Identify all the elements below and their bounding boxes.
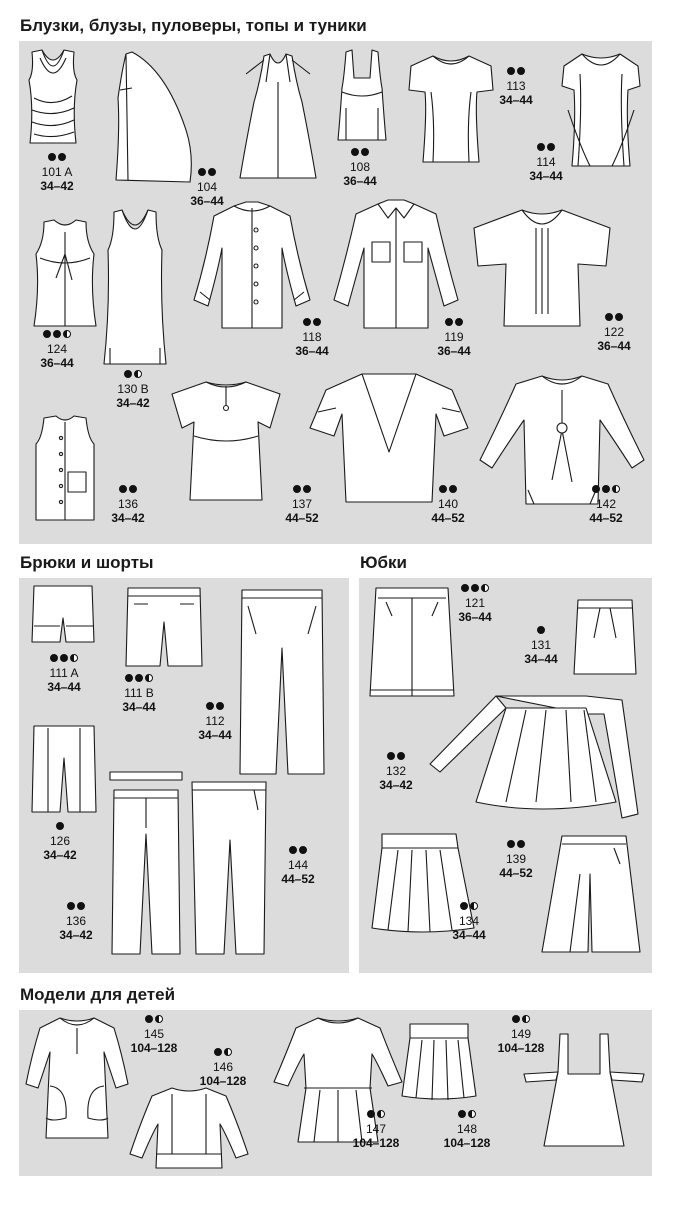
sketch-131: [570, 598, 640, 678]
difficulty-dot: [50, 654, 58, 662]
label-146: [191, 1048, 255, 1088]
size-range: 34–42: [111, 511, 145, 525]
difficulty-dots: [44, 902, 108, 913]
difficulty-dot: [119, 485, 127, 493]
model-number: 136: [65, 914, 87, 928]
difficulty-half-dot: [377, 1110, 385, 1118]
sketch-126: [28, 724, 100, 818]
difficulty-dots: [175, 168, 239, 179]
difficulty-half-dot: [145, 674, 153, 682]
difficulty-dot: [58, 153, 66, 161]
label-144: [266, 846, 330, 886]
label-149: [489, 1015, 553, 1055]
model-number: 118: [302, 330, 322, 344]
size-range: 44–52: [285, 511, 319, 525]
difficulty-dots: [191, 1048, 255, 1059]
model-number: 122: [603, 325, 625, 339]
difficulty-dots: [364, 752, 428, 763]
size-range: 44–52: [281, 872, 315, 886]
label-112: [183, 702, 247, 742]
model-number: 112: [205, 714, 225, 728]
size-range: 44–52: [499, 866, 533, 880]
size-range: 36–44: [190, 194, 224, 208]
difficulty-dots: [328, 148, 392, 159]
size-range: 36–44: [295, 344, 329, 358]
difficulty-half-dot: [224, 1048, 232, 1056]
label-122: [582, 313, 646, 353]
section-title-trousers: Брюки и шорты: [20, 553, 154, 572]
difficulty-dots: [582, 313, 646, 324]
size-range: 34–42: [116, 396, 150, 410]
model-number: 126: [49, 834, 71, 848]
sketch-112: [236, 588, 328, 780]
difficulty-dot: [387, 752, 395, 760]
size-range: 34–42: [59, 928, 93, 942]
difficulty-dot: [512, 1015, 520, 1023]
difficulty-dot: [303, 318, 311, 326]
size-range: 34–42: [379, 778, 413, 792]
difficulty-dot: [507, 840, 515, 848]
difficulty-half-dot: [70, 654, 78, 662]
label-132: [364, 752, 428, 792]
difficulty-dot: [449, 485, 457, 493]
difficulty-dot: [471, 584, 479, 592]
difficulty-dots: [489, 1015, 553, 1026]
difficulty-dots: [484, 67, 548, 78]
difficulty-dots: [416, 485, 480, 496]
difficulty-dot: [537, 143, 545, 151]
model-number: 101 A: [41, 165, 73, 179]
difficulty-dot: [361, 148, 369, 156]
label-145: [122, 1015, 186, 1055]
sketch-108: [236, 52, 320, 182]
difficulty-dots: [107, 674, 171, 685]
difficulty-dots: [96, 485, 160, 496]
size-range: 34–44: [122, 700, 156, 714]
model-number: 114: [536, 155, 556, 169]
difficulty-dot: [293, 485, 301, 493]
difficulty-dot: [605, 313, 613, 321]
model-number: 108: [349, 160, 371, 174]
label-113: [484, 67, 548, 107]
difficulty-dot: [77, 902, 85, 910]
difficulty-dot: [216, 702, 224, 710]
model-number: 111 B: [124, 686, 154, 700]
model-number: 132: [385, 764, 407, 778]
sketch-144: [188, 780, 270, 960]
label-126: [28, 822, 92, 862]
model-number: 142: [595, 497, 617, 511]
label-101a: [25, 153, 89, 193]
difficulty-half-dot: [612, 485, 620, 493]
size-range: 104–128: [443, 1136, 491, 1150]
sketch-119: [330, 198, 462, 334]
difficulty-dot: [367, 1110, 375, 1118]
size-range: 36–44: [437, 344, 471, 358]
difficulty-dot: [602, 485, 610, 493]
sketch-118: [190, 200, 314, 334]
difficulty-dot: [145, 1015, 153, 1023]
label-121: [443, 584, 507, 624]
difficulty-dot: [592, 485, 600, 493]
difficulty-dot: [53, 330, 61, 338]
difficulty-dot: [48, 153, 56, 161]
size-range: 44–52: [589, 511, 623, 525]
size-range: 34–44: [499, 93, 533, 107]
section-title-skirts: Юбки: [360, 553, 407, 572]
difficulty-dots: [574, 485, 638, 496]
difficulty-dot: [615, 313, 623, 321]
difficulty-dots: [122, 1015, 186, 1026]
size-range: 36–44: [40, 356, 74, 370]
difficulty-half-dot: [522, 1015, 530, 1023]
difficulty-dot: [289, 846, 297, 854]
difficulty-dot: [445, 318, 453, 326]
difficulty-dot: [537, 626, 545, 634]
label-131: [509, 626, 573, 666]
model-number: 113: [506, 79, 526, 93]
sketch-111a: [28, 584, 98, 648]
difficulty-dots: [28, 822, 92, 833]
difficulty-dot: [206, 702, 214, 710]
difficulty-dot: [439, 485, 447, 493]
model-number: 134: [458, 914, 480, 928]
label-108: [328, 148, 392, 188]
sketch-136b: [106, 768, 186, 960]
size-range: 104–128: [352, 1136, 400, 1150]
difficulty-dot: [397, 752, 405, 760]
difficulty-dot: [517, 67, 525, 75]
sketch-111b: [124, 586, 204, 672]
difficulty-dot: [461, 584, 469, 592]
sketch-145: [22, 1014, 132, 1144]
model-number: 104: [196, 180, 218, 194]
label-147: [344, 1110, 408, 1150]
difficulty-dot: [67, 902, 75, 910]
difficulty-dots: [25, 330, 89, 341]
label-111b: [107, 674, 171, 714]
difficulty-half-dot: [134, 370, 142, 378]
difficulty-dot: [135, 674, 143, 682]
label-148: [435, 1110, 499, 1150]
difficulty-half-dot: [468, 1110, 476, 1118]
difficulty-half-dot: [155, 1015, 163, 1023]
size-range: 34–42: [40, 179, 74, 193]
difficulty-dot: [56, 822, 64, 830]
sketch-136a: [30, 414, 100, 526]
label-114: [514, 143, 578, 183]
sketch-148: [400, 1020, 478, 1102]
label-136a: [96, 485, 160, 525]
size-range: 44–52: [431, 511, 465, 525]
model-number: 139: [505, 852, 527, 866]
size-range: 104–128: [130, 1041, 178, 1055]
label-111a: [32, 654, 96, 694]
difficulty-dot: [458, 1110, 466, 1118]
sketch-132: [426, 694, 650, 824]
difficulty-dot: [313, 318, 321, 326]
difficulty-dot: [198, 168, 206, 176]
model-number: 124: [46, 342, 68, 356]
label-134: [437, 902, 501, 942]
sketch-137: [166, 376, 286, 506]
difficulty-dots: [101, 370, 165, 381]
difficulty-dot: [125, 674, 133, 682]
model-number: 145: [143, 1027, 165, 1041]
difficulty-dot: [547, 143, 555, 151]
size-range: 34–44: [524, 652, 558, 666]
size-range: 34–44: [452, 928, 486, 942]
difficulty-dots: [183, 702, 247, 713]
difficulty-dot: [507, 67, 515, 75]
size-range: 36–44: [597, 339, 631, 353]
sketch-101a: [22, 48, 84, 148]
difficulty-dots: [344, 1110, 408, 1121]
size-range: 104–128: [199, 1074, 247, 1088]
label-142: [574, 485, 638, 525]
difficulty-dot: [60, 654, 68, 662]
difficulty-dot: [124, 370, 132, 378]
model-number: 131: [530, 638, 552, 652]
model-number: 121: [464, 596, 486, 610]
sketch-108b: [336, 48, 388, 144]
sketch-139: [540, 834, 644, 958]
difficulty-dot: [208, 168, 216, 176]
difficulty-dot: [129, 485, 137, 493]
size-range: 104–128: [497, 1041, 545, 1055]
sketch-146: [126, 1084, 252, 1174]
difficulty-dots: [32, 654, 96, 665]
model-number: 144: [287, 858, 309, 872]
size-range: 36–44: [458, 610, 492, 624]
model-number: 140: [437, 497, 459, 511]
difficulty-dot: [299, 846, 307, 854]
model-number: 111 A: [49, 666, 79, 680]
model-number: 136: [117, 497, 139, 511]
difficulty-dot: [460, 902, 468, 910]
model-number: 148: [456, 1122, 478, 1136]
difficulty-dots: [484, 840, 548, 851]
model-number: 137: [291, 497, 313, 511]
label-139: [484, 840, 548, 880]
difficulty-dots: [437, 902, 501, 913]
difficulty-dot: [214, 1048, 222, 1056]
difficulty-dots: [514, 143, 578, 154]
difficulty-dots: [266, 846, 330, 857]
sketch-130b: [100, 208, 170, 368]
difficulty-dots: [509, 626, 573, 637]
difficulty-half-dot: [470, 902, 478, 910]
model-number: 130 B: [117, 382, 149, 396]
difficulty-dot: [351, 148, 359, 156]
model-number: 149: [510, 1027, 532, 1041]
sketch-124: [28, 218, 102, 332]
difficulty-dot: [43, 330, 51, 338]
sketch-122: [468, 204, 616, 330]
difficulty-dots: [25, 153, 89, 164]
label-124: [25, 330, 89, 370]
section-title-blouses: Блузки, блузы, пуловеры, топы и туники: [20, 16, 367, 35]
size-range: 34–44: [198, 728, 232, 742]
label-140: [416, 485, 480, 525]
difficulty-dot: [455, 318, 463, 326]
label-130b: [101, 370, 165, 410]
model-number: 147: [365, 1122, 387, 1136]
model-number: 119: [444, 330, 464, 344]
difficulty-dot: [517, 840, 525, 848]
size-range: 34–44: [529, 169, 563, 183]
size-range: 36–44: [343, 174, 377, 188]
difficulty-half-dot: [481, 584, 489, 592]
size-range: 34–44: [47, 680, 81, 694]
difficulty-dots: [443, 584, 507, 595]
difficulty-half-dot: [63, 330, 71, 338]
size-range: 34–42: [43, 848, 77, 862]
label-136b: [44, 902, 108, 942]
difficulty-dots: [435, 1110, 499, 1121]
model-number: 146: [212, 1060, 234, 1074]
section-title-kids: Модели для детей: [20, 985, 176, 1004]
